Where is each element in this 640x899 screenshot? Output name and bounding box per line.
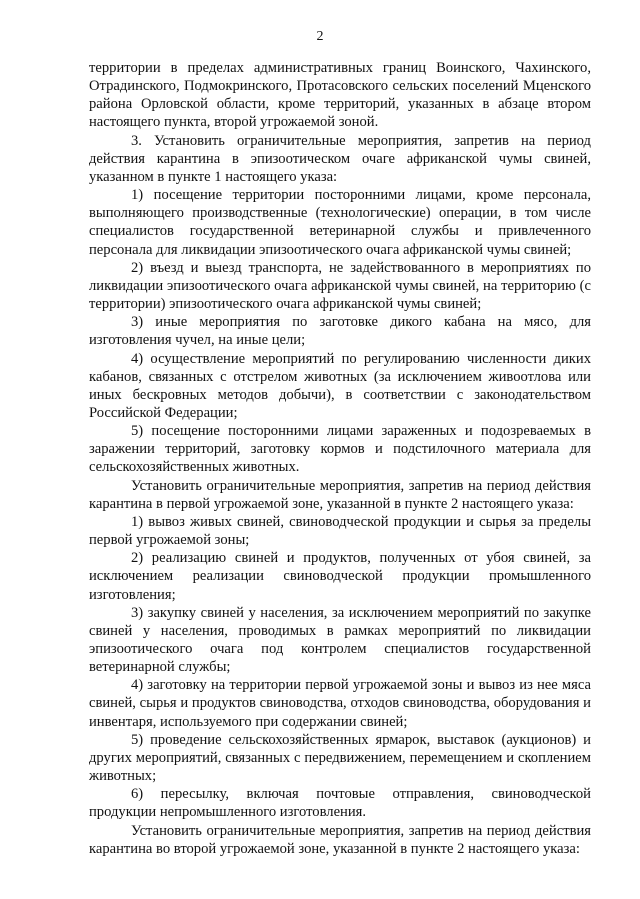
paragraph-item: 1) вывоз живых свиней, свиноводческой продукции и сырья за пределы первой угрожаемой зоны; bbox=[89, 513, 591, 549]
paragraph-item: 6) пересылку, включая почтовые отправления, свиноводческой продукции непромышленного изготовления. bbox=[89, 786, 591, 821]
document-body bbox=[89, 59, 591, 858]
paragraph-item: 4) заготовку на территории первой угрожаемой зоны и вывоз из нее мяса свиней, сырья и продуктов свиноводства, отходов свиноводства, оборудования и инвентаря, используемого при содержании свиней; bbox=[89, 677, 591, 730]
paragraph-second-zone-intro: Установить ограничительные мероприятия, запретив на период действия карантина во второй угрожаемой зоне, указанной в пункте 2 настоящего указа: bbox=[89, 822, 591, 857]
paragraph-item: 2) реализацию свиней и продуктов, полученных от убоя свиней, за исключением реализации свиноводческой продукции промышленного изготовления; bbox=[89, 550, 591, 603]
page-number: 2 bbox=[316, 29, 324, 44]
paragraph-continuation: территории в пределах административных границ Воинского, Чахинского, Отрадинского, Подмокринского, Протасовского сельских поселений Мценского района Орловской области, кроме территорий, указанных в абзаце втором настоящего пункта, второй угрожаемой зоной. bbox=[89, 60, 591, 131]
paragraph-item: 5) проведение сельскохозяйственных ярмарок, выставок (аукционов) и других мероприятий, связанных с передвижением, перемещением и скоплением животных; bbox=[89, 731, 591, 785]
paragraph-item: 1) посещение территории посторонними лицами, кроме персонала, выполняющего производственные (технологические) операции, в том числе специалистов государственной ветеринарной службы и привлеченного персонала для ликвидации эпизоотического очага африканской чумы свиней; bbox=[89, 187, 591, 258]
paragraph-item: 3) иные мероприятия по заготовке дикого кабана на мясо, для изготовления чучел, на иные цели; bbox=[89, 314, 591, 349]
paragraph-item: 4) осуществление мероприятий по регулированию численности диких кабанов, связанных с отстрелом животных (за исключением живоотлова или иных бескровных методов добычи), в соответствии с законодательством Российской Федерации; bbox=[89, 350, 591, 421]
paragraph-item: 3) закупку свиней у населения, за исключением мероприятий по закупке свиней у населения, проводимых в рамках мероприятий по ликвидации эпизоотического очага под контролем специалистов государственной ветеринарной службы; bbox=[89, 604, 591, 676]
paragraph-item: 5) посещение посторонними лицами зараженных и подозреваемых в заражении территорий, заготовку кормов и подстилочного материала для сельскохозяйственных животных. bbox=[89, 423, 591, 476]
paragraph-clause-3: 3. Установить ограничительные мероприятия, запретив на период действия карантина в эпизоотическом очаге африканской чумы свиней, указанном в пункте 1 настоящего указа: bbox=[89, 132, 591, 185]
paragraph-item: 2) въезд и выезд транспорта, не задействованного в мероприятиях по ликвидации эпизоотического очага африканской чумы свиней, на территорию (с территории) эпизоотического очага африканской чумы свиней; bbox=[89, 259, 591, 313]
paragraph-first-zone-intro: Установить ограничительные мероприятия, запретив на период действия карантина в первой угрожаемой зоне, указанной в пункте 2 настоящего указа: bbox=[89, 477, 591, 512]
